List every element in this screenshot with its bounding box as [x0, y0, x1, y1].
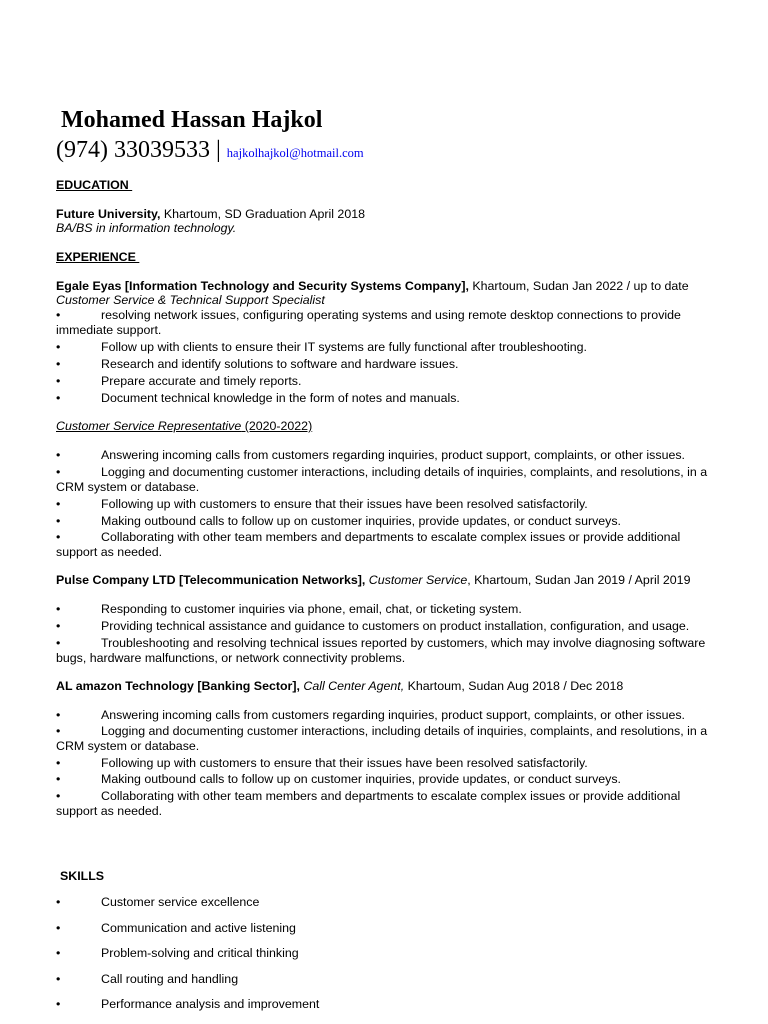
- contact-line: [56, 136, 364, 167]
- job3-company: AL amazon Technology [Banking Sector],: [56, 679, 300, 693]
- bullet-text: Making outbound calls to follow up on customer inquiries, provide updates, or conduct surveys.: [101, 772, 622, 786]
- list-item: [56, 448, 712, 463]
- bullet-text: Collaborating with other team members and departments to escalate complex issues or provide additional support as needed.: [56, 530, 681, 559]
- bullet-dot: •: [56, 946, 61, 960]
- bullet-dot: •: [56, 619, 61, 633]
- job2-title: Customer Service: [365, 573, 468, 587]
- bullet-dot: •: [56, 997, 61, 1011]
- bullet-dot: •: [56, 602, 61, 616]
- skill-text: Performance analysis and improvement: [101, 997, 320, 1011]
- list-item: [56, 724, 712, 753]
- bullet-text: Collaborating with other team members and departments to escalate complex issues or provide additional support as needed.: [56, 789, 681, 818]
- skill-text: Customer service excellence: [101, 895, 260, 909]
- bullet-dot: •: [56, 465, 61, 479]
- bullet-text: Following up with customers to ensure that their issues have been resolved satisfactorily.: [101, 497, 588, 511]
- job3-details: Khartoum, Sudan Aug 2018 / Dec 2018: [404, 679, 624, 693]
- skill-text: Problem-solving and critical thinking: [101, 946, 299, 960]
- bullet-dot: •: [56, 497, 61, 511]
- bullet-dot: •: [56, 391, 61, 405]
- list-item: [56, 374, 712, 389]
- bullet-text: Providing technical assistance and guidance to customers on product installation, configuration, and usage.: [101, 619, 690, 633]
- skill-text: Communication and active listening: [101, 921, 296, 935]
- skill-item: [56, 997, 319, 1012]
- list-item: [56, 497, 712, 512]
- contact-separator: |: [209, 137, 227, 163]
- job1-header: [56, 279, 689, 294]
- skill-item: [56, 946, 299, 961]
- bullet-text: Logging and documenting customer interactions, including details of inquiries, complaints, and resolutions, in a CRM system or database.: [56, 724, 708, 753]
- skill-item: [56, 972, 238, 987]
- list-item: [56, 357, 712, 372]
- bullet-dot: •: [56, 530, 61, 544]
- bullet-text: Prepare accurate and timely reports.: [101, 374, 302, 388]
- job1-sub-years: (2020-2022): [241, 419, 313, 433]
- job2-company: Pulse Company LTD [Telecommunication Networks],: [56, 573, 366, 587]
- skill-item: [56, 895, 259, 910]
- job1-company: Egale Eyas [Information Technology and Security Systems Company],: [56, 279, 469, 293]
- phone-number: (974) 33039533: [56, 137, 210, 163]
- bullet-dot: •: [56, 340, 61, 354]
- bullet-text: Answering incoming calls from customers regarding inquiries, product support, complaints, or other issues.: [101, 448, 685, 462]
- skill-text: Call routing and handling: [101, 972, 239, 986]
- bullet-dot: •: [56, 357, 61, 371]
- skill-item: [56, 921, 296, 936]
- bullet-text: Making outbound calls to follow up on customer inquiries, provide updates, or conduct surveys.: [101, 514, 622, 528]
- job3-title: Call Center Agent,: [299, 679, 405, 693]
- bullet-dot: •: [56, 636, 61, 650]
- bullet-dot: •: [56, 972, 61, 986]
- bullet-text: Answering incoming calls from customers regarding inquiries, product support, complaints, or other issues.: [101, 708, 685, 722]
- list-item: [56, 465, 712, 494]
- list-item: [56, 636, 712, 665]
- list-item: [56, 756, 712, 771]
- bullet-dot: •: [56, 772, 61, 786]
- skills-heading: SKILLS: [60, 869, 105, 883]
- job1-sub-role: [56, 419, 312, 434]
- job2-details: , Khartoum, Sudan Jan 2019 / April 2019: [467, 573, 691, 587]
- bullet-text: Following up with customers to ensure that their issues have been resolved satisfactorily.: [101, 756, 588, 770]
- experience-heading: EXPERIENCE: [56, 250, 140, 264]
- education-heading: EDUCATION: [56, 178, 133, 192]
- bullet-dot: •: [56, 756, 61, 770]
- job2-header: [56, 573, 690, 588]
- list-item: [56, 789, 712, 818]
- list-item: [56, 514, 712, 529]
- school-name: Future University,: [56, 207, 161, 221]
- bullet-dot: •: [56, 724, 61, 738]
- bullet-text: Research and identify solutions to software and hardware issues.: [101, 357, 459, 371]
- education-school-line: [56, 207, 365, 222]
- list-item: [56, 391, 712, 406]
- candidate-name: Mohamed Hassan Hajkol: [61, 107, 323, 133]
- bullet-dot: •: [56, 514, 61, 528]
- list-item: [56, 708, 712, 723]
- bullet-dot: •: [56, 308, 61, 322]
- list-item: [56, 340, 712, 355]
- bullet-text: resolving network issues, configuring operating systems and using remote desktop connections to provide immediate support.: [56, 308, 681, 337]
- list-item: [56, 530, 712, 559]
- job1-details: Khartoum, Sudan Jan 2022 / up to date: [468, 279, 689, 293]
- list-item: [56, 619, 712, 634]
- bullet-dot: •: [56, 448, 61, 462]
- bullet-dot: •: [56, 921, 61, 935]
- education-degree: BA/BS in information technology.: [56, 221, 237, 235]
- bullet-dot: •: [56, 789, 61, 803]
- bullet-text: Responding to customer inquiries via phone, email, chat, or ticketing system.: [101, 602, 522, 616]
- list-item: [56, 308, 712, 337]
- bullet-text: Troubleshooting and resolving technical issues reported by customers, which may involve diagnosing software bugs, hardware malfunctions, or network connectivity problems.: [56, 636, 706, 665]
- bullet-text: Logging and documenting customer interactions, including details of inquiries, complaints, and resolutions, in a CRM system or database.: [56, 465, 708, 494]
- bullet-text: Document technical knowledge in the form of notes and manuals.: [101, 391, 460, 405]
- list-item: [56, 772, 712, 787]
- list-item: [56, 602, 712, 617]
- bullet-dot: •: [56, 374, 61, 388]
- bullet-dot: •: [56, 708, 61, 722]
- job3-header: [56, 679, 623, 694]
- bullet-dot: •: [56, 895, 61, 909]
- email-link[interactable]: hajkolhajkol@hotmail.com: [226, 146, 364, 160]
- job1-sub-title: Customer Service Representative: [56, 419, 242, 433]
- school-details: Khartoum, SD Graduation April 2018: [160, 207, 365, 221]
- job1-title: Customer Service & Technical Support Specialist: [56, 293, 325, 307]
- bullet-text: Follow up with clients to ensure their IT systems are fully functional after troubleshooting.: [101, 340, 587, 354]
